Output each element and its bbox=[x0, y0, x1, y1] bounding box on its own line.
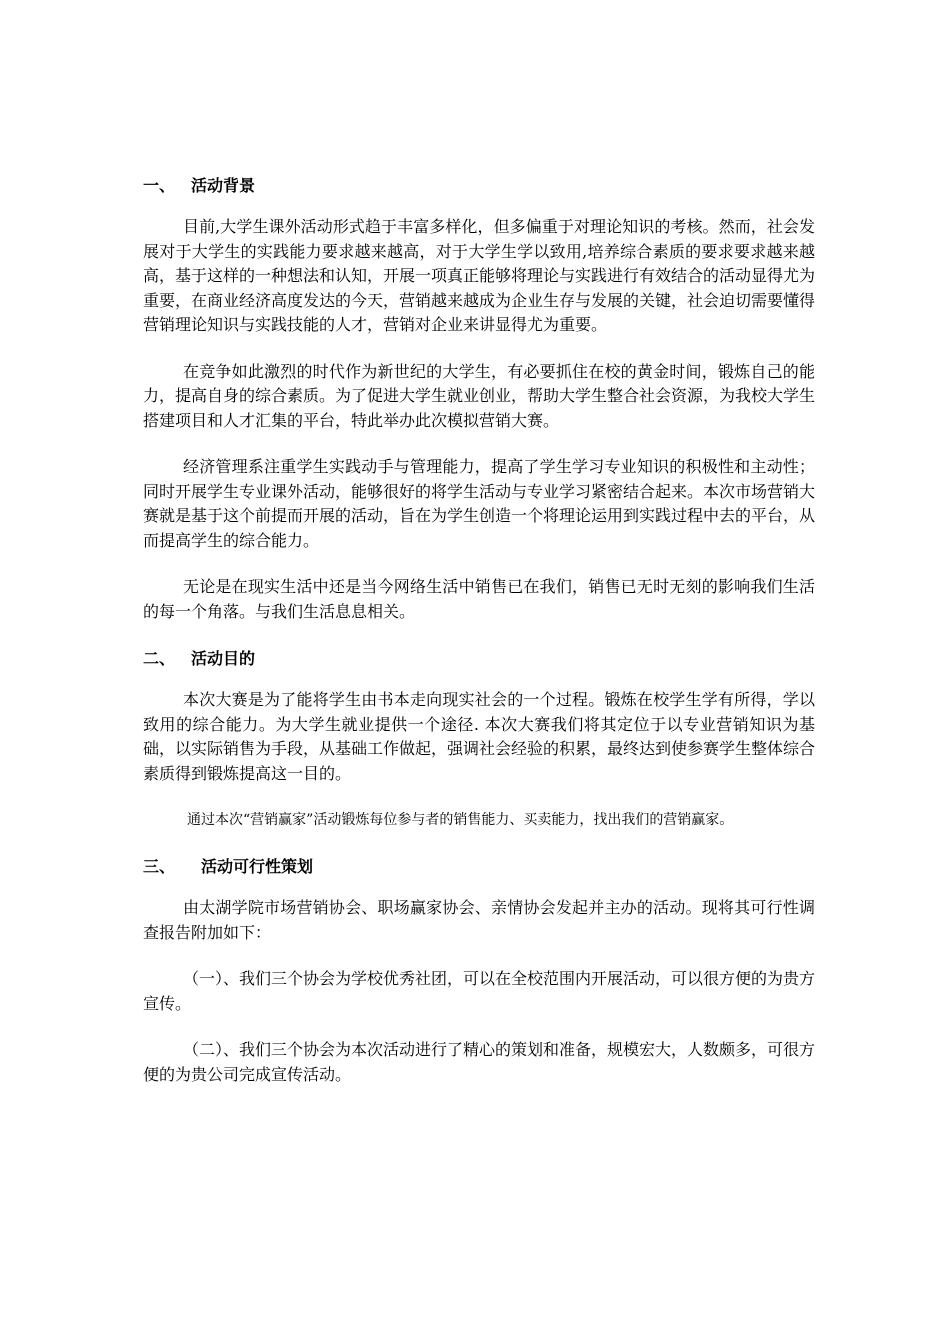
section-title: 活动背景 bbox=[191, 176, 256, 195]
paragraph: 由太湖学院市场营销协会、职场赢家协会、亲情协会发起并主办的活动。现将其可行性调查报告附加如下： bbox=[143, 898, 815, 942]
section-title: 活动目的 bbox=[191, 649, 256, 668]
paragraph: 经济管理系注重学生实践动手与管理能力，提高了学生学习专业知识的积极性和主动性；同时开展学生专业课外活动，能够很好的将学生活动与专业学习紧密结合起来。本次市场营销大赛就是基于这个前提而开展的活动，旨在为学生创造一个将理论运用到实践过程中去的平台，从而提高学生的综合能力。 bbox=[143, 457, 816, 550]
paragraph: （二）、我们三个协会为本次活动进行了精心的策划和准备，规模宏大，人数颇多，可很方便的为贵公司完成宣传活动。 bbox=[143, 1040, 816, 1084]
paragraph: 在竞争如此激烈的时代作为新世纪的大学生，有必要抓住在校的黄金时间，锻炼自己的能力，提高自身的综合素质。为了促进大学生就业创业，帮助大学生整合社会资源，为我校大学生搭建项目和人才汇集的平台，特此举办此次模拟营销大赛。 bbox=[143, 361, 816, 430]
section-number: 二、 bbox=[143, 649, 176, 668]
section-heading-purpose bbox=[143, 646, 815, 672]
document-body bbox=[143, 173, 815, 1087]
paragraph: 目前,大学生课外活动形式趋于丰富多样化，但多偏重于对理论知识的考核。然而，社会发展对于大学生的实践能力要求越来越高，对于大学生学以致用,培养综合素质的要求要求越来越高，基于这样的一种想法和认知，开展一项真正能够将理论与实践进行有效结合的活动显得尤为重要，在商业经济高度发达的今天，营销越来越成为企业生存与发展的关键，社会迫切需要懂得营销理论知识与实践技能的人才，营销对企业来讲显得尤为重要。 bbox=[143, 217, 816, 334]
section-heading-feasibility bbox=[143, 854, 815, 880]
section-title: 活动可行性策划 bbox=[201, 857, 314, 876]
section-number: 一、 bbox=[143, 176, 176, 195]
paragraph: 无论是在现实生活中还是当今网络生活中销售已在我们，销售已无时无刻的影响我们生活的每一个角落。与我们生活息息相关。 bbox=[143, 577, 815, 621]
section-number: 三、 bbox=[143, 857, 176, 876]
section-heading-background bbox=[143, 173, 815, 199]
paragraph: 本次大赛是为了能将学生由书本走向现实社会的一个过程。锻炼在校学生学有所得，学以致用的综合能力。为大学生就业提供一个途径. 本次大赛我们将其定位于以专业营销知识为基础，以实际销售为手段，从基础工作做起，强调社会经验的积累，最终达到使参赛学生整体综合素质得到锻炼提高这一目的。 bbox=[143, 690, 816, 783]
paragraph: （一）、我们三个协会为学校优秀社团，可以在全校范围内开展活动，可以很方便的为贵方宣传。 bbox=[143, 969, 816, 1013]
note-paragraph: 通过本次“营销赢家”活动锻炼每位参与者的销售能力、买卖能力，找出我们的营销赢家。 bbox=[187, 812, 734, 828]
